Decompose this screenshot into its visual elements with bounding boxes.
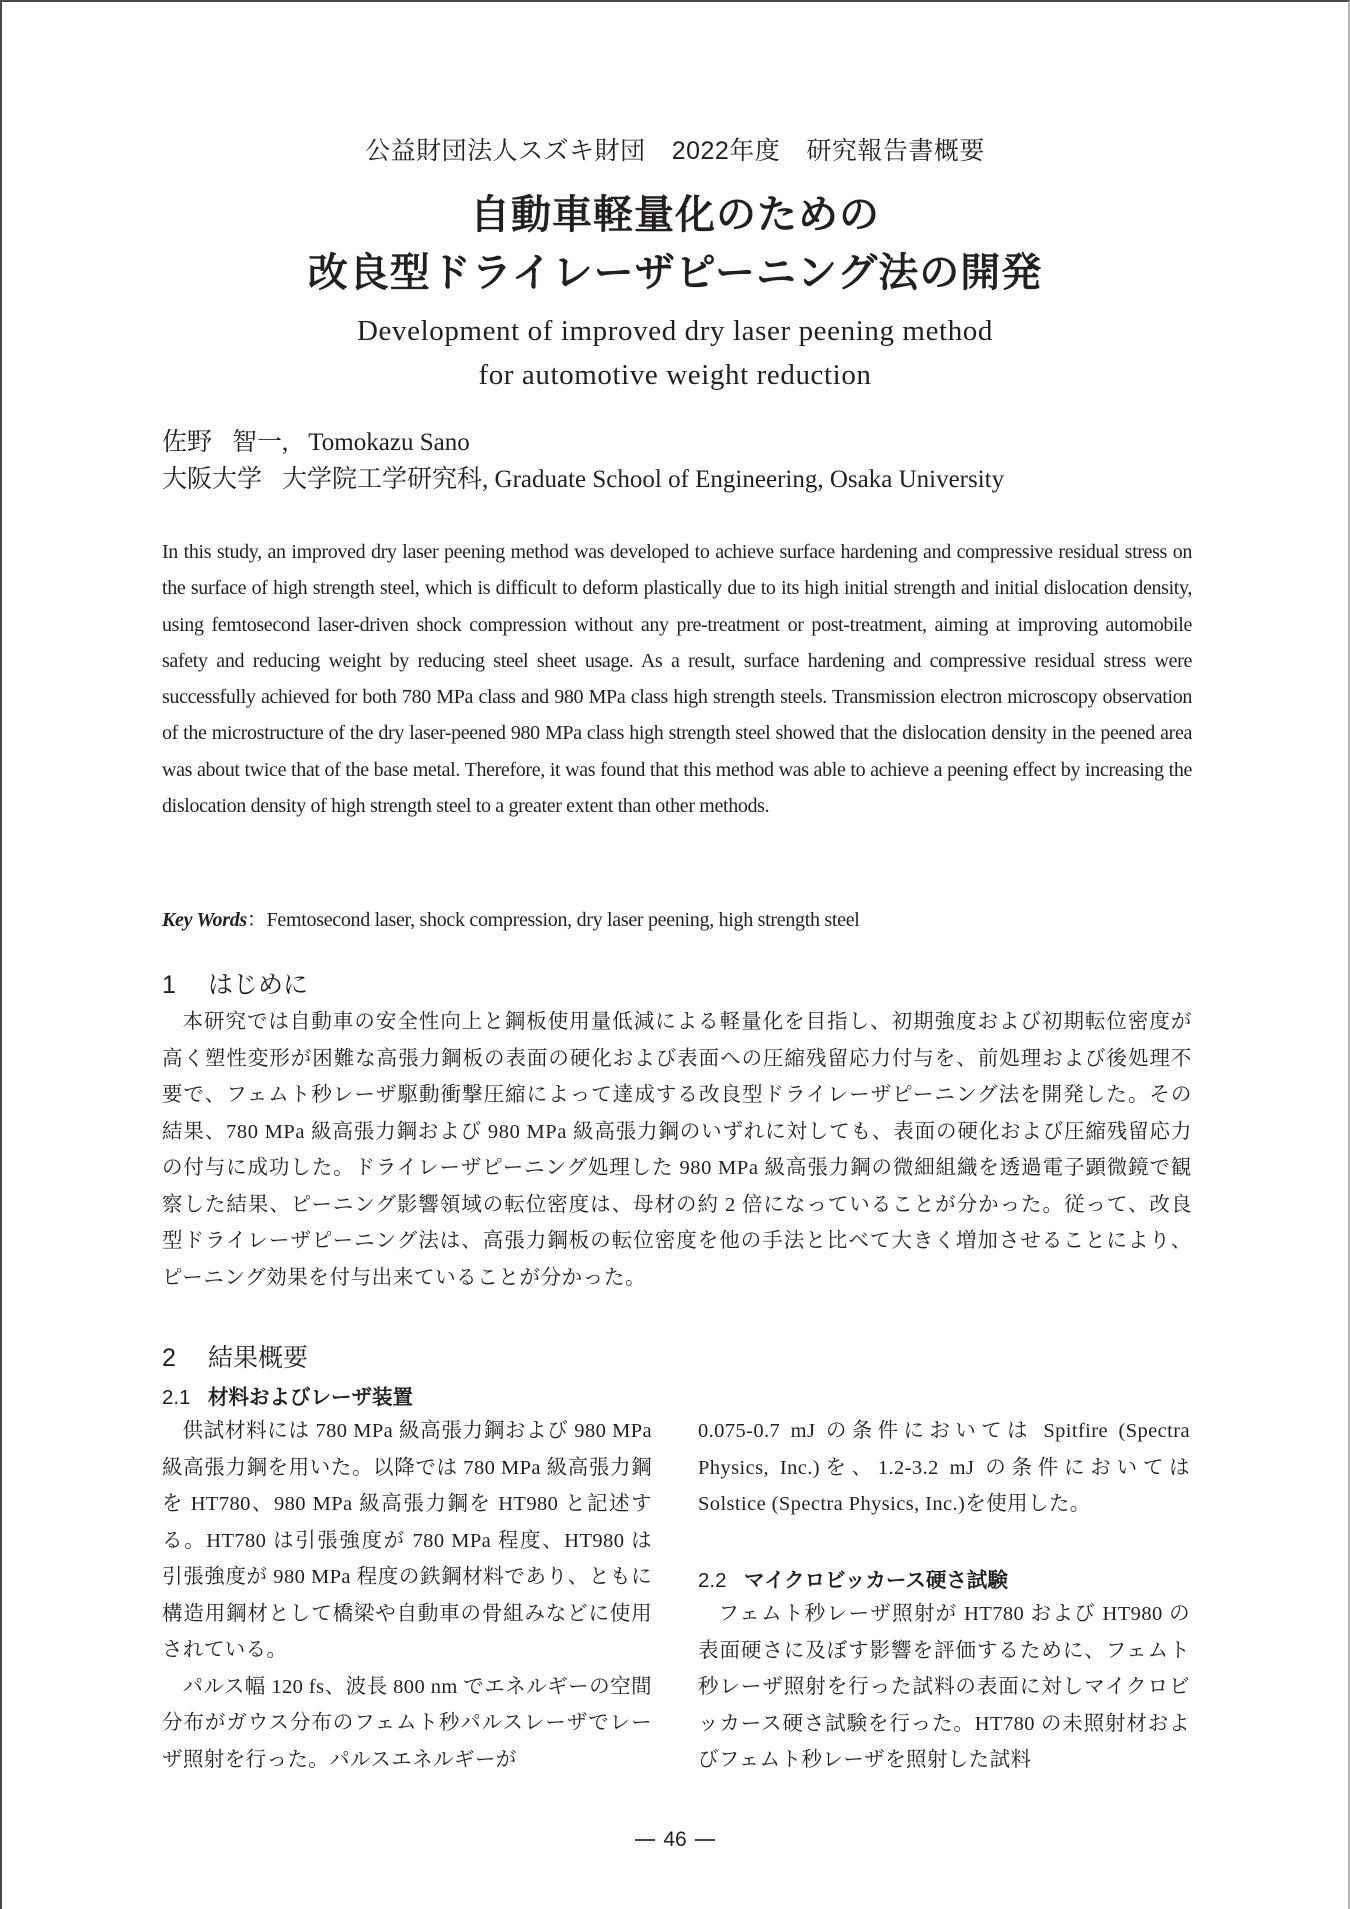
page-number-dash-left — [635, 1839, 655, 1841]
subsection-2-2-heading — [698, 1563, 1008, 1593]
author-name-en: Tomokazu Sano — [308, 429, 470, 456]
subsection-2-2-body — [698, 1596, 1190, 1779]
title-japanese — [0, 186, 1350, 302]
author-given-name-ja: 智一, — [232, 429, 289, 456]
subsection-number: 2.2 — [698, 1569, 727, 1592]
page-number-dash-right — [695, 1839, 715, 1841]
paragraph: パルス幅 120 fs、波長 800 nm でエネルギーの空間分布がガウス分布のフェムト秒パルスレーザでレーザ照射を行った。パルスエネルギーが — [162, 1675, 652, 1771]
abstract: In this study, an improved dry laser peening method was developed to achieve surface hardening and compressive residual stress on the surface of high strength steel, which is difficult to deform plastically due to its high initial strength and initial dislocation density, using femtosecond laser-driven shock compression without any pre-treatment or post-treatment, aiming at improving automobile safety and reducing weight by reducing steel sheet usage. As a result, surface hardening and compressive residual stress were successfully achieved for both 780 MPa class and 980 MPa class high strength steels. Transmission electron microscopy observation of the microstructure of the dry laser-peened 980 MPa class high strength steel showed that the dislocation density in the peened area was about twice that of the base metal. Therefore, it was found that this method was able to achieve a peening effect by increasing the dislocation density of high strength steel to a greater extent than other methods. — [162, 541, 1192, 818]
affiliation-university-ja: 大阪大学 — [162, 466, 263, 493]
subsection-title: 材料およびレーザ装置 — [208, 1386, 413, 1409]
paragraph: 供試材料には 780 MPa 級高張力鋼および 980 MPa 級高張力鋼を用いた。以降では 780 MPa 級高張力鋼を HT780、980 MPa 級高張力鋼を HT980 と記述する。HT780 は引張強度が 780 MPa 程度、HT980 は引張強度が 980 MPa 程度の鉄鋼材料であり、ともに構造用鋼材として橋梁や自動車の骨組みなどに使用されている。 — [162, 1420, 652, 1661]
left-column-body — [162, 1413, 652, 1778]
paragraph: フェムト秒レーザ照射が HT780 および HT980 の表面硬さに及ぼす影響を評価するために、フェムト秒レーザ照射を行った試料の表面に対しマイクロビッカース硬さ試験を行った。HT780 の未照射材およびフェムト秒レーザを照射した試料 — [698, 1603, 1190, 1771]
paragraph: 0.075-0.7 mJ の条件においては Spitfire (Spectra Physics, Inc.)を、1.2-3.2 mJ の条件においては Solstice (Spectra Physics, Inc.)を使用した。 — [698, 1420, 1190, 1515]
affiliation-department-ja: 大学院工学研究科, — [282, 466, 489, 493]
subsection-number: 2.1 — [162, 1386, 191, 1409]
keywords — [162, 903, 1192, 932]
affiliation-en: Graduate School of Engineering, Osaka University — [494, 466, 1005, 493]
header-organization: 公益財団法人スズキ財団 — [365, 137, 646, 165]
section-title: はじめに — [208, 971, 309, 999]
title-en-line-1: Development of improved dry laser peening method — [356, 315, 993, 347]
right-column-continuation — [698, 1413, 1190, 1523]
subsection-title: マイクロビッカース硬さ試験 — [744, 1569, 1008, 1592]
title-ja-line-2: 改良型ドライレーザピーニング法の開発 — [307, 251, 1043, 295]
subsection-2-1-heading — [162, 1380, 413, 1410]
keywords-separator: ： — [246, 909, 267, 931]
report-header — [0, 131, 1350, 167]
keywords-text: Femtosecond laser, shock compression, dry laser peening, high strength steel — [266, 909, 860, 931]
section-2-heading — [162, 1338, 308, 1374]
title-en-line-2: for automotive weight reduction — [478, 359, 872, 391]
keywords-label: Key Words — [162, 909, 247, 931]
section-number: 2 — [162, 1344, 176, 1372]
title-ja-line-1: 自動車軽量化のための — [470, 193, 880, 237]
page-number — [0, 1828, 1350, 1852]
affiliation-line — [162, 461, 1004, 498]
section-1-body: 本研究では自動車の安全性向上と鋼板使用量低減による軽量化を目指し、初期強度および初期転位密度が高く塑性変形が困難な高張力鋼板の表面の硬化および表面への圧縮残留応力付与を、前処理および後処理不要で、フェムト秒レーザ駆動衝撃圧縮によって達成する改良型ドライレーザピーニング法を開発した。その結果、780 MPa 級高張力鋼および 980 MPa 級高張力鋼のいずれに対しても、表面の硬化および圧縮残留応力の付与に成功した。ドライレーザピーニング処理した 980 MPa 級高張力鋼の微細組織を透過電子顕微鏡で観察した結果、ピーニング影響領域の転位密度は、母材の約 2 倍になっていることが分かった。従って、改良型ドライレーザピーニング法は、高張力鋼板の転位密度を他の手法と比べて大きく増加させることにより、ピーニング効果を付与出来ていることが分かった。 — [162, 1011, 1192, 1289]
section-title: 結果概要 — [208, 1344, 309, 1372]
section-1-heading — [162, 965, 308, 1001]
title-english — [0, 309, 1350, 397]
author-block — [162, 424, 1004, 498]
author-line — [162, 424, 1004, 461]
author-family-name-ja: 佐野 — [162, 429, 213, 456]
header-year: 2022年度 — [671, 137, 781, 165]
page-number-value: 46 — [663, 1828, 687, 1851]
header-report-type: 研究報告書概要 — [806, 137, 985, 165]
section-number: 1 — [162, 971, 176, 999]
